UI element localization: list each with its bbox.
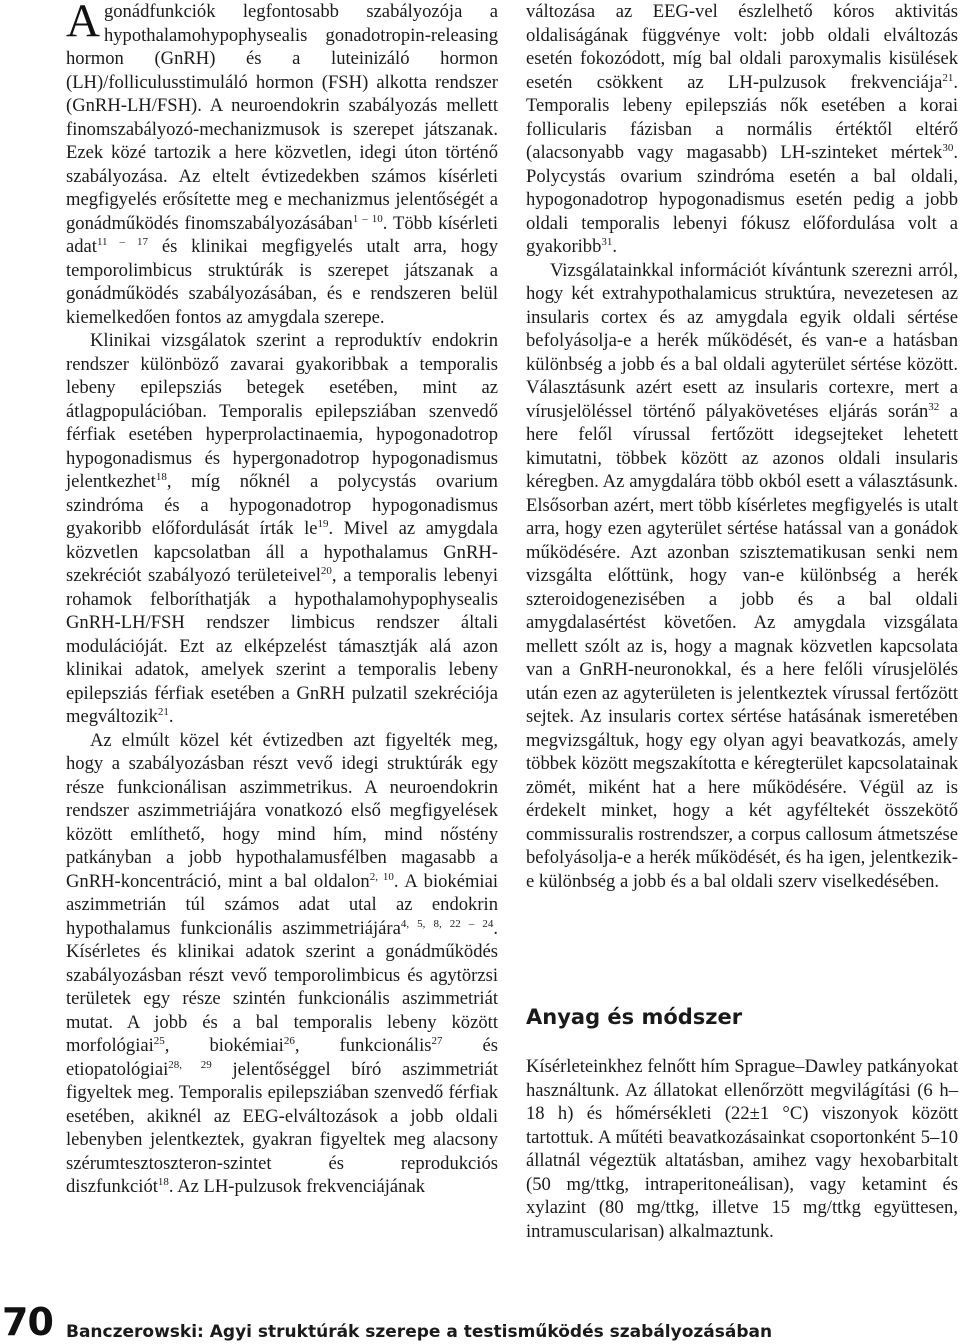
body-text: . Polycystás ovarium szindróma esetén a bal oldali, hypogonadotrop hypogonadismus esetén pedig a jobb oldali temporalis lebenyi fókusz előfordulása volt a gyakoribb [526, 142, 958, 257]
body-text: , a temporalis lebenyi rohamok felboríthatják a hypothalamohypophysealis GnRH-LH/FSH rendszer limbicus rendszer általi modulációját. Ezt az elképzelést támasztják alá azon klinikai adatok, amelyek szerint a temporalis lebeny epilepsziás férfiak esetében a GnRH pulzatil szekréciója megváltozik [66, 565, 499, 727]
body-text: . Az LH-pulzusok frekvenciájának [168, 1176, 426, 1197]
citation: 32 [928, 400, 940, 413]
body-text: . Temporalis lebeny epilepsziás nők esetében a korai follicularis fázisban a normális értéktől eltérő (alacsonyabb vagy magasabb) LH-szinteket mértek [526, 71, 958, 163]
body-text: Az elmúlt közel két évtizedben azt figyelték meg, hogy a szabályozásban részt vevő idegi struktúrák egy része funkcionálisan aszimmetrikus. A neuroendokrin rendszer aszimmetriájára vonatkozó első megfigyelések között említhető, hogy mind hím, mind nőstény patkányban a jobb hypothalamusfélben magasabb a GnRH-koncentráció, mint a bal oldalon [66, 729, 498, 892]
citation: 18 [157, 1175, 169, 1188]
body-text: , biokémiai [164, 1035, 284, 1056]
body-text: Klinikai vizsgálatok szerint a reproduktív endokrin rendszer különböző zavarai gyakoribbak a temporalis lebeny epilepsziás betegek esetében, mint az átlagpopulációban. Temporalis epilepsziában szenvedő férfiak esetében hyperprolactinaemia, hypogonadotrop hypogonadismus és hypergonadotrop hypogonadismus jelentkezhet [66, 330, 498, 492]
methods-paragraph: Kísérleteinkhez felnőtt hím Sprague–Dawley patkányokat használtunk. Az állatokat ellenőrzött megvilágítási (6 h–18 h) és hőmérsékleti (22±1 °C) viszonyok között tartottuk. A műtéti beavatkozásainkat csoportonként 5–10 állatnál végeztük altatásban, amihez vagy hexobarbitalt (50 mg/ttkg, intraperitoneálisan), vagy ketamint és xylazint (80 mg/ttkg, illetve 15 mg/ttkg együttesen, intramuscularisan) alkalmaztunk. [526, 1056, 958, 1242]
citation: 26 [283, 1034, 295, 1047]
citation: 11 – 17 [96, 235, 148, 248]
intro-text: és klinikai megfigyelés utalt arra, hogy temporolimbicus struktúrák is szerepet játszanak a gonádműködés szabályozásában, és e rendszeren belül kiemelkedően fontos az amygdala szerepe. [66, 236, 498, 328]
body-text: . Kísérletes és klinikai adatok szerint a gonádműködés szabályozásban részt vevő temporolimbicus és agytörzsi területek egy része szintén funkcionális aszimmetriát mutat. A jobb és a bal temporalis lebeny között morfológiai [66, 917, 498, 1056]
citation: 28, 29 [168, 1058, 212, 1071]
body-text: változása az EEG-vel észlelhető kóros aktivitás oldaliságának függvénye volt: jobb oldali elváltozás esetén fokozódott, míg bal oldali paroxymalis kisülések esetén csökkent az LH-pulzusok frekvenciája [526, 1, 958, 93]
citation: 21 [157, 705, 169, 718]
citation: 25 [153, 1034, 165, 1047]
intro-paragraph [66, 0, 498, 329]
citation: 4, 5, 8, 22 – 24 [400, 917, 494, 930]
body-text: . Mivel az amygdala közvetlen kapcsolatban áll a hypothalamus GnRH-szekréciót szabályozó területeivel [66, 518, 498, 586]
body-text: . [612, 236, 618, 257]
continued-paragraph [526, 0, 958, 259]
intro-text: . Több kísérleti adat [66, 212, 498, 257]
citation: 19 [317, 517, 329, 530]
citation: 18 [155, 470, 167, 483]
section-heading-methods: Anyag és módszer [526, 1005, 743, 1029]
asymmetry-paragraph [66, 729, 498, 1199]
page-number: 70 [2, 1300, 53, 1344]
body-text: . A biokémiai aszimmetrián túl számos adat utal az endokrin hypothalamus funkcionális aszimmetriájára [66, 870, 499, 939]
citation: 30 [942, 141, 954, 154]
body-text: jelentőséggel bíró aszimmetriát figyeltek meg. Temporalis epilepsziában szenvedő férfiak esetében, akiknél az EEG-elváltozások a jobb oldali lebenyben jelentkeztek, gyakran figyeltek meg alacsony szérumtesztoszteron-szintet és reprodukciós diszfunkciót [66, 1058, 499, 1197]
citation: 31 [601, 235, 613, 248]
body-text: Vizsgálatainkkal információt kívántunk szerezni arról, hogy két extrahypothalamicus struktúra, nevezetesen az insularis cortex és az amygdala egyik oldali sértése befolyásolja-e a herék működését, és van-e a hatásban különbség a jobb és a bal oldali agyterület sértése között. Választásunk azért esett az insularis cortexre, mert a vírusjelöléssel történő pályakövetéses eljárás során [526, 259, 958, 422]
body-text: . [168, 706, 174, 727]
clinical-paragraph [66, 329, 498, 729]
citation: 21 [942, 71, 954, 84]
aims-paragraph [526, 259, 958, 894]
running-title: Banczerowski: Agyi struktúrák szerepe a testisműködés szabályozásában [66, 1322, 773, 1342]
citation: 27 [431, 1034, 443, 1047]
drop-cap: A [66, 0, 100, 47]
citation: 20 [320, 564, 332, 577]
body-text: , míg nőknél a polycystás ovarium szindróma és a hypogonadotrop hypogonadismus gyakoribb előfordulását írták le [66, 471, 498, 539]
citation: 1 – 10 [352, 212, 383, 225]
right-column [526, 0, 958, 893]
methods-column [526, 1055, 958, 1243]
body-text: és etiopatológiai [66, 1035, 499, 1080]
intro-text: gonádfunkciók legfontosabb szabályozója a hypothalamohypophysealis gonadotropin-releasing hormon (GnRH) és a luteinizáló hormon (LH)/folliculusstimuláló hormon (FSH) alkotta rendszer (GnRH-LH/FSH). A neuroendokrin szabályozás mellett finomszabályozó-mechanizmusok is szerepet játszanak. Ezek közé tartozik a here közvetlen, idegi úton történő szabályozása. Az eltelt évtizedekben számos kísérleti megfigyelés erősítette meg e mechanizmus jelentőségét a gonádműködés finomszabályozásában [66, 1, 498, 234]
left-column [66, 0, 498, 1199]
body-text: a here felől vírussal fertőzött idegsejteket lehetett kimutatni, többek között az azonos oldali insularis kéregben. Az amygdalára több okból esett a választásunk. Elsősorban azért, mert több kísérletes megfigyelés is utalt arra, hogy ezen agyterület sértése hatással van a gonádok működésére. Azt azonban szisztematikusan senki nem vizsgálta előttünk, hogy van-e különbség a herék szteroidogenezisében a jobb és a bal oldali amygdalasértést követően. Az amygdala vizsgálata mellett szólt az is, hogy a magnak közvetlen kapcsolata van a GnRH-neuronokkal, és a here felőli vírusjelölés után ezen az agyterületen is jelentkeztek vírussal fertőzött sejtek. Az insularis cortex sértése hatásának ismeretében megvizsgáltuk, hogy egy olyan agyi beavatkozás, amely többek között megszakította e kéregterület kapcsolatainak zömét, miként hat a here működésére. Végül az is érdekelt minket, hogy a két agyféltekét összekötő commissuralis rostrendszer, a corpus callosum átmetszése befolyásolja-e a herék működését, és ha igen, jelentkezik-e különbség a jobb és a bal oldali szerv viselkedésében. [526, 400, 959, 892]
citation: 2, 10 [369, 870, 394, 883]
body-text: , funkcionális [294, 1035, 432, 1056]
